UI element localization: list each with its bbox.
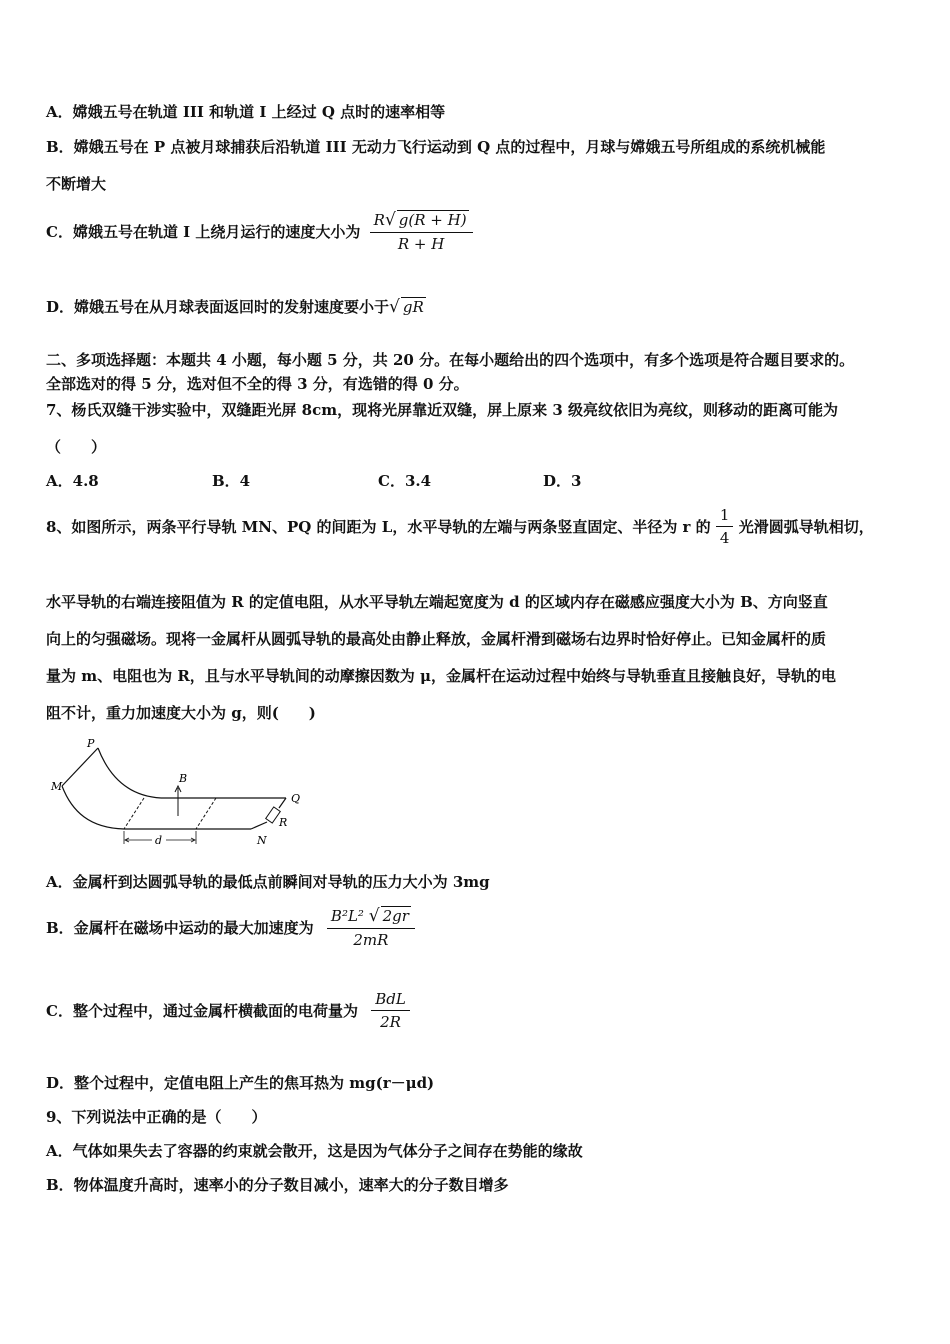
label-r: R [279, 816, 288, 829]
label-m: M [51, 780, 63, 793]
q8-stem-line1-pre: 8、如图所示，两条平行导轨 MN、PQ 的间距为 L，水平导轨的左端与两条竖直固定、半径为 r 的 [46, 518, 711, 536]
q8-option-b-fraction: $\frac{\text{B²L² √ 2gr}}{2mR}$ [327, 906, 415, 949]
top-edge [62, 748, 98, 786]
q8-stem-line1-post: 光滑圆弧导轨相切， [738, 518, 874, 536]
q8-stem-line5: 阻不计，重力加速度大小为 g，则( ) [46, 704, 316, 722]
q6-option-b-line2: 不断增大 [46, 175, 107, 193]
q8-c-numerator: BdL [371, 990, 410, 1011]
q8-stem-line3: 向上的匀强磁场。现将一金属杆从圆弧导轨的最高处由静止释放，金属杆滑到磁场右边界时恰好停止。已知金属杆的质 [46, 630, 827, 648]
arc-front [62, 786, 124, 829]
section2-heading-line2: 全部选对的得 5 分，选对但不全的得 3 分，有选错的得 0 分。 [46, 375, 469, 393]
q8-option-b [46, 906, 415, 949]
q6-option-c-fraction: $\frac{R√ g(R + H)}{R + H}$ [370, 210, 473, 253]
q8-b-num-radicand: 2gr [382, 907, 409, 925]
label-n: N [257, 834, 267, 847]
right-end-top [279, 798, 286, 808]
q6-option-c [46, 210, 473, 253]
label-d: d [155, 834, 163, 847]
arc-back [98, 748, 161, 798]
q8-option-a: A．金属杆到达圆弧导轨的最低点前瞬间对导轨的压力大小为 3mg [46, 873, 490, 891]
q8-b-num-b2l2: B²L² [330, 907, 364, 925]
q8-option-c-fraction [371, 990, 410, 1031]
q7-option-a: A．4.8 [46, 472, 99, 490]
label-b: B [179, 772, 188, 785]
q6-option-b-line1: B．嫦娥五号在 P 点被月球捕获后沿轨道 III 无动力飞行运动到 Q 点的过程中，月球与嫦娥五号所组成的系统机械能 [46, 138, 826, 156]
q8-stem-line2: 水平导轨的右端连接阻值为 R 的定值电阻，从水平导轨左端起宽度为 d 的区域内存在磁感应强度大小为 B、方向竖直 [46, 593, 828, 611]
q6-option-a: A．嫦娥五号在轨道 III 和轨道 I 上经过 Q 点时的速率相等 [46, 103, 446, 121]
section2-heading-line1: 二、多项选择题：本题共 4 小题，每小题 5 分，共 20 分。在每小题给出的四个选项中，有多个选项是符合题目要求的。 [46, 351, 855, 369]
q6-option-d-text: D．嫦娥五号在从月球表面返回时的发射速度要小于 [46, 298, 390, 316]
q7-paren: （ ） [46, 438, 107, 456]
q9-option-a: A．气体如果失去了容器的约束就会散开，这是因为气体分子之间存在势能的缘故 [46, 1142, 583, 1160]
q9-option-b: B．物体温度升高时，速率小的分子数目减小，速率大的分子数目增多 [46, 1176, 509, 1194]
q7-option-d: D．3 [543, 472, 582, 490]
q8-fraction-numerator: 1 [716, 506, 734, 527]
q6-option-c-text: C．嫦娥五号在轨道 I 上绕月运行的速度大小为 [46, 223, 361, 241]
q6-option-d: D．嫦娥五号在从月球表面返回时的发射速度要小于√ gR [46, 297, 424, 317]
q7-option-b: B．4 [212, 472, 251, 490]
q8-option-c-text: C．整个过程中，通过金属杆横截面的电荷量为 [46, 1002, 358, 1020]
q8-c-denominator: 2R [380, 1013, 401, 1031]
field-left-boundary [124, 798, 144, 829]
q9-stem: 9、下列说法中正确的是（ ） [46, 1108, 267, 1126]
q8-quarter-fraction [716, 506, 734, 547]
label-p: P [87, 737, 95, 750]
q6-c-num-r: R [373, 211, 385, 229]
q8-stem-line1 [46, 506, 874, 547]
label-q: Q [291, 792, 301, 805]
q8-option-c [46, 990, 410, 1031]
field-right-boundary [196, 798, 216, 829]
q6-d-radicand: gR [402, 298, 424, 316]
q6-c-num-radicand: g(R + H) [398, 211, 467, 229]
q7-stem: 7、杨氏双缝干涉实验中，双缝距光屏 8cm，现将光屏靠近双缝，屏上原来 3 级亮纹依旧为亮纹，则移动的距离可能为 [46, 401, 838, 419]
q8-stem-line4: 量为 m、电阻也为 R，且与水平导轨间的动摩擦因数为 μ，金属杆在运动过程中始终与导轨垂直且接触良好，导轨的电 [46, 667, 836, 685]
q8-rail-figure [46, 734, 316, 854]
q8-fraction-denominator: 4 [719, 529, 730, 547]
q8-option-b-text: B．金属杆在磁场中运动的最大加速度为 [46, 919, 314, 937]
q8-b-denominator: 2mR [353, 931, 389, 949]
q6-c-denominator: R + H [397, 235, 445, 253]
q8-option-d: D．整个过程中，定值电阻上产生的焦耳热为 mg(r－μd) [46, 1074, 435, 1092]
q7-option-c: C．3.4 [378, 472, 432, 490]
right-end-bottom [251, 822, 267, 829]
